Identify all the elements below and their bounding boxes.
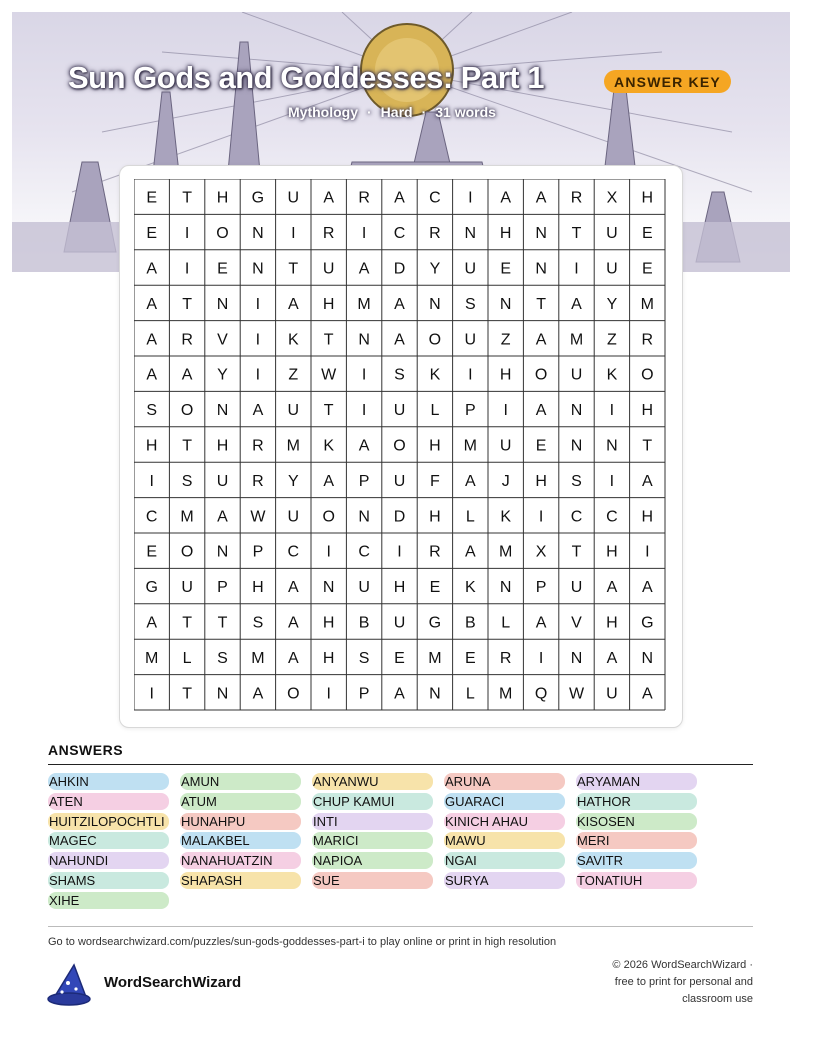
grid-letter: N — [535, 225, 547, 243]
grid-letter: N — [358, 331, 370, 349]
answer-word: GUARACI — [444, 793, 565, 810]
grid-letter: U — [464, 260, 477, 278]
answer-word: ATEN — [48, 793, 169, 810]
grid-letter: E — [146, 189, 158, 207]
grid-letter: T — [182, 614, 192, 632]
answer-word: SUE — [312, 872, 433, 889]
grid-letter: H — [641, 508, 654, 526]
word-count-label: 31 words — [435, 104, 496, 120]
grid-letter: Y — [429, 260, 441, 278]
grid-letter: U — [570, 366, 583, 384]
grid-letter: H — [606, 614, 618, 632]
grid-letter: X — [535, 543, 547, 561]
grid-letter: I — [291, 225, 296, 243]
grid-letter: R — [322, 225, 335, 243]
grid-letter: S — [464, 295, 476, 313]
grid-letter: I — [361, 402, 367, 420]
answer-word: ANYANWU — [312, 773, 433, 790]
grid-letter: S — [217, 649, 228, 667]
grid-letter: K — [606, 366, 618, 384]
grid-letter: N — [499, 295, 512, 313]
grid-letter: N — [252, 260, 264, 278]
grid-letter: N — [606, 437, 618, 455]
grid-letter: U — [287, 189, 300, 207]
grid-letter: I — [326, 685, 331, 703]
grid-letter: U — [606, 225, 618, 243]
grid-letter: V — [217, 331, 228, 349]
grid-letter: O — [180, 402, 194, 420]
grid-letter: A — [217, 508, 228, 526]
grid-letter: A — [252, 685, 264, 703]
answer-word: INTI — [312, 813, 433, 830]
grid-letter: Z — [500, 331, 511, 349]
grid-letter: S — [181, 472, 193, 490]
grid-letter: Q — [534, 685, 548, 703]
grid-letter: I — [503, 402, 508, 420]
grid-letter: K — [287, 331, 299, 349]
grid-letter: P — [217, 579, 228, 597]
grid-letter: H — [641, 189, 654, 207]
grid-letter: N — [216, 543, 229, 561]
answer-word: MAWU — [444, 832, 565, 849]
answer-word: SHAMS — [48, 872, 169, 889]
grid-letter: N — [535, 260, 547, 278]
grid-letter: A — [146, 366, 158, 384]
puzzle-meta — [288, 104, 496, 120]
answer-word: NGAI — [444, 852, 565, 869]
grid-letter: X — [606, 189, 618, 207]
grid-letter: N — [570, 649, 583, 667]
difficulty-label: Hard — [380, 104, 413, 120]
grid-letter: A — [358, 437, 370, 455]
grid-letter: T — [182, 437, 192, 455]
grid-letter: I — [468, 366, 473, 384]
grid-letter: A — [535, 614, 547, 632]
answer-word: SURYA — [444, 872, 565, 889]
copyright-line: free to print for personal and — [614, 976, 753, 988]
grid-letter: O — [534, 366, 548, 384]
grid-letter: W — [250, 508, 266, 526]
grid-letter: M — [180, 508, 194, 526]
grid-letter: A — [535, 402, 547, 420]
grid-letter: T — [182, 685, 192, 703]
grid-letter: H — [606, 543, 618, 561]
grid-letter: L — [501, 614, 511, 632]
grid-letter: M — [145, 649, 159, 667]
answer-word: SAVITR — [576, 852, 697, 869]
grid-letter: O — [180, 543, 194, 561]
grid-letter: K — [323, 437, 335, 455]
answer-word: KINICH AHAU — [444, 813, 565, 830]
grid-letter: U — [499, 437, 512, 455]
grid-letter: A — [394, 295, 405, 313]
grid-letter: H — [429, 508, 441, 526]
answer-word: MAGEC — [48, 832, 169, 849]
grid-letter: N — [570, 402, 583, 420]
word-search-grid — [134, 179, 666, 711]
grid-letter: C — [145, 508, 158, 526]
grid-letter: U — [393, 472, 406, 490]
grid-letter: B — [464, 614, 476, 632]
grid-letter: P — [358, 472, 370, 490]
grid-letter: H — [252, 579, 264, 597]
grid-letter: A — [641, 472, 653, 490]
grid-letter: A — [500, 189, 512, 207]
grid-letter: I — [149, 472, 154, 490]
answer-word: SHAPASH — [180, 872, 301, 889]
grid-letter: H — [216, 189, 229, 207]
grid-letter: H — [145, 437, 158, 455]
grid-letter: P — [252, 543, 264, 561]
grid-letter: U — [287, 402, 300, 420]
grid-letter: L — [430, 402, 440, 420]
answers-divider — [48, 764, 753, 765]
grid-letter: E — [146, 543, 158, 561]
grid-letter: I — [609, 402, 615, 420]
answer-word: HUITZILOPOCHTLI — [48, 813, 169, 830]
grid-letter: I — [609, 472, 615, 490]
copyright-line: classroom use — [682, 993, 753, 1005]
grid-letter: M — [286, 437, 300, 455]
meta-separator: · — [421, 104, 427, 120]
grid-letter: I — [361, 225, 367, 243]
grid-letter: N — [499, 579, 512, 597]
grid-letter: T — [182, 295, 192, 313]
grid-letter: E — [500, 260, 512, 278]
footer-divider — [48, 926, 753, 927]
grid-letter: M — [569, 331, 584, 349]
grid-letter: U — [606, 260, 618, 278]
grid-letter: N — [464, 225, 477, 243]
grid-letter: O — [216, 225, 229, 243]
grid-letter: E — [641, 225, 653, 243]
grid-letter: S — [358, 649, 370, 667]
grid-letter: M — [499, 543, 513, 561]
grid-letter: A — [323, 472, 335, 490]
grid-letter: C — [429, 189, 441, 207]
copyright-line: © 2026 WordSearchWizard · — [612, 959, 753, 971]
grid-letter: A — [606, 579, 618, 597]
grid-letter: D — [393, 508, 406, 526]
grid-letter: N — [570, 437, 583, 455]
grid-letter: E — [394, 649, 405, 667]
answer-word: AMUN — [180, 773, 301, 790]
grid-letter: R — [641, 331, 654, 349]
grid-letter: T — [323, 402, 334, 420]
answers-heading: ANSWERS — [48, 742, 124, 758]
grid-letter: P — [535, 579, 547, 597]
grid-letter: R — [499, 649, 512, 667]
grid-letter: I — [468, 189, 473, 207]
grid-letter: R — [570, 189, 583, 207]
grid-letter: A — [146, 260, 158, 278]
grid-letter: O — [428, 331, 442, 349]
grid-letter: U — [570, 579, 583, 597]
grid-letter: T — [323, 331, 334, 349]
grid-letter: C — [287, 543, 300, 561]
grid-letter: G — [145, 579, 158, 597]
answer-word: MARICI — [312, 832, 433, 849]
grid-letter: E — [217, 260, 228, 278]
grid-letter: I — [326, 543, 331, 561]
grid-letter: A — [535, 189, 547, 207]
grid-letter: O — [322, 508, 335, 526]
answer-word: AHKIN — [48, 773, 169, 790]
answer-word: HUNAHPU — [180, 813, 301, 830]
grid-letter: K — [429, 366, 441, 384]
grid-letter: W — [321, 366, 337, 384]
grid-letter: M — [357, 295, 371, 313]
grid-letter: D — [393, 260, 406, 278]
grid-letter: T — [182, 189, 192, 207]
grid-letter: E — [146, 225, 158, 243]
answer-word: CHUP KAMUI — [312, 793, 433, 810]
grid-letter: A — [535, 331, 547, 349]
grid-letter: L — [465, 685, 475, 703]
grid-letter: M — [499, 685, 513, 703]
grid-letter: R — [429, 543, 441, 561]
grid-letter: I — [255, 331, 261, 349]
grid-letter: T — [571, 543, 582, 561]
grid-letter: U — [606, 685, 618, 703]
grid-letter: J — [501, 472, 510, 490]
grid-letter: A — [181, 366, 193, 384]
grid-letter: E — [464, 649, 476, 667]
grid-letter: U — [322, 260, 335, 278]
grid-letter: H — [216, 437, 229, 455]
grid-letter: A — [358, 260, 370, 278]
grid-letter: S — [252, 614, 264, 632]
grid-letter: A — [464, 472, 476, 490]
grid-letter: N — [429, 685, 441, 703]
grid-letter: N — [429, 295, 441, 313]
answer-word: MERI — [576, 832, 697, 849]
grid-letter: A — [394, 331, 405, 349]
category-label: Mythology — [288, 104, 358, 120]
meta-separator: · — [367, 104, 372, 120]
grid-letter: H — [641, 402, 654, 420]
grid-letter: A — [252, 402, 264, 420]
grid-letter: H — [322, 649, 335, 667]
grid-letter: U — [216, 472, 229, 490]
grid-letter: A — [641, 579, 653, 597]
grid-letter: A — [146, 295, 158, 313]
grid-letter: A — [394, 685, 405, 703]
grid-letter: A — [287, 649, 299, 667]
grid-letter: I — [538, 508, 544, 526]
grid-letter: K — [500, 508, 512, 526]
grid-letter: H — [499, 366, 512, 384]
grid-letter: M — [251, 649, 265, 667]
grid-letter: I — [645, 543, 650, 561]
grid-letter: U — [393, 402, 406, 420]
answer-word: ARYAMAN — [576, 773, 697, 790]
grid-letter: A — [287, 614, 299, 632]
grid-letter: E — [641, 260, 653, 278]
wizard-hat-icon — [46, 963, 92, 1007]
copyright-notice — [612, 957, 753, 1008]
grid-letter: K — [464, 579, 476, 597]
grid-letter: T — [288, 260, 299, 278]
grid-letter: Z — [607, 331, 617, 349]
grid-letter: S — [571, 472, 582, 490]
grid-letter: A — [606, 649, 618, 667]
grid-letter: Y — [606, 295, 618, 313]
grid-letter: N — [358, 508, 370, 526]
grid-letter: G — [428, 614, 442, 632]
footer-url-text: Go to wordsearchwizard.com/puzzles/sun-gods-goddesses-part-i to play online or print in high resolution — [48, 936, 557, 948]
answer-word: MALAKBEL — [180, 832, 301, 849]
grid-letter: U — [181, 579, 193, 597]
grid-letter: R — [429, 225, 441, 243]
grid-letter: C — [570, 508, 583, 526]
answer-word: XIHE — [48, 892, 169, 909]
grid-letter: M — [428, 649, 442, 667]
answer-word: TONATIUH — [576, 872, 697, 889]
grid-letter: H — [322, 614, 335, 632]
grid-letter: Z — [288, 366, 299, 384]
grid-letter: R — [181, 331, 193, 349]
grid-letter: N — [216, 295, 229, 313]
grid-letter: I — [184, 260, 190, 278]
grid-letter: L — [182, 649, 192, 667]
answer-word: NAHUNDI — [48, 852, 169, 869]
grid-letter: H — [535, 472, 547, 490]
grid-letter: I — [255, 366, 261, 384]
grid-letter: T — [571, 225, 582, 243]
page-title: Sun Gods and Goddesses: Part 1 — [68, 60, 544, 95]
grid-letter: I — [397, 543, 402, 561]
grid-letter: H — [322, 295, 335, 313]
grid-letter: H — [429, 437, 441, 455]
grid-letter: N — [641, 649, 654, 667]
grid-letter: I — [184, 225, 190, 243]
grid-letter: A — [146, 614, 158, 632]
grid-letter: R — [252, 437, 264, 455]
grid-letter: H — [499, 225, 512, 243]
grid-letter: I — [361, 366, 367, 384]
grid-letter: C — [393, 225, 406, 243]
answer-word: HATHOR — [576, 793, 697, 810]
answer-word: ARUNA — [444, 773, 565, 790]
grid-letter: U — [287, 508, 300, 526]
grid-letter: E — [535, 437, 547, 455]
grid-letter: H — [393, 579, 406, 597]
grid-letter: R — [252, 472, 264, 490]
grid-letter: A — [287, 295, 299, 313]
answer-key-badge: ANSWER KEY — [604, 70, 731, 93]
grid-letter: S — [394, 366, 405, 384]
grid-letter: B — [358, 614, 370, 632]
grid-letter: N — [322, 579, 335, 597]
answer-word: ATUM — [180, 793, 301, 810]
grid-letter: U — [464, 331, 477, 349]
grid-letter: F — [430, 472, 440, 490]
grid-letter: A — [464, 543, 476, 561]
grid-letter: T — [642, 437, 653, 455]
answer-word: KISOSEN — [576, 813, 697, 830]
grid-letter: A — [287, 579, 299, 597]
grid-letter: W — [568, 685, 585, 703]
grid-letter: N — [252, 225, 264, 243]
grid-letter: G — [251, 189, 265, 207]
grid-letter: O — [393, 437, 406, 455]
grid-letter: A — [323, 189, 335, 207]
grid-letter: U — [393, 614, 406, 632]
grid-letter: N — [216, 685, 229, 703]
grid-letter: G — [641, 614, 654, 632]
grid-letter: I — [149, 685, 154, 703]
grid-letter: N — [216, 402, 229, 420]
grid-letter: A — [146, 331, 158, 349]
grid-letter: A — [641, 685, 653, 703]
brand-name: WordSearchWizard — [104, 974, 242, 991]
grid-letter: P — [464, 402, 476, 420]
grid-letter: O — [287, 685, 300, 703]
grid-letter: I — [574, 260, 579, 278]
grid-letter: E — [429, 579, 441, 597]
grid-letter: T — [217, 614, 228, 632]
grid-letter: T — [536, 295, 546, 313]
grid-letter: L — [465, 508, 475, 526]
grid-letter: C — [606, 508, 618, 526]
grid-letter: M — [640, 295, 654, 313]
grid-letter: A — [394, 189, 405, 207]
grid-letter: V — [571, 614, 582, 632]
grid-letter: O — [641, 366, 654, 384]
grid-letter: I — [255, 295, 261, 313]
grid-letter: U — [358, 579, 370, 597]
answer-word: NANAHUATZIN — [180, 852, 301, 869]
grid-letter: A — [571, 295, 582, 313]
grid-letter: Y — [217, 366, 228, 384]
answer-word: NAPIOA — [312, 852, 433, 869]
grid-letter: R — [358, 189, 370, 207]
grid-letter: M — [463, 437, 477, 455]
grid-letter: C — [358, 543, 370, 561]
grid-letter: Y — [287, 472, 299, 490]
grid-letter: S — [146, 402, 158, 420]
grid-letter: I — [538, 649, 544, 667]
grid-letter: P — [358, 685, 370, 703]
